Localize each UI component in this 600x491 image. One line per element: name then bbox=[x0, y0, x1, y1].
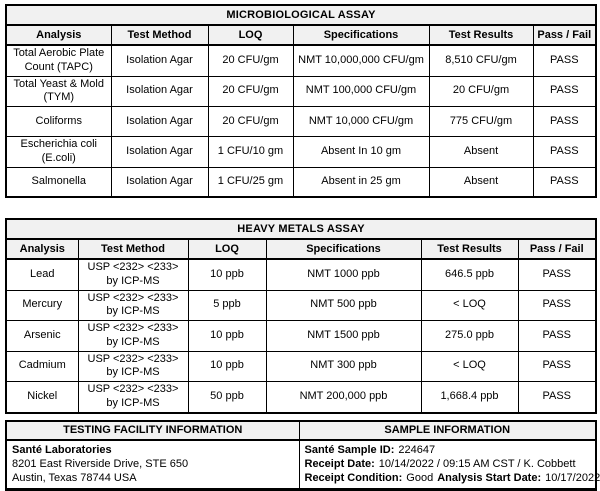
table-row bbox=[6, 76, 596, 107]
cell-specifications: NMT 10,000 CFU/gm bbox=[293, 107, 429, 137]
cell-analysis: Total Yeast & Mold (TYM) bbox=[6, 76, 111, 107]
table-title-row bbox=[6, 5, 596, 25]
cell-pass-fail: PASS bbox=[518, 351, 596, 382]
column-header-analysis: Analysis bbox=[6, 25, 111, 45]
info-header-row bbox=[6, 421, 596, 440]
cell-test-results: 20 CFU/gm bbox=[429, 76, 533, 107]
sample-info-header: SAMPLE INFORMATION bbox=[299, 421, 596, 440]
cell-test-results: 1,668.4 ppb bbox=[421, 382, 518, 413]
cell-test-method: USP <232> <233> by ICP-MS bbox=[78, 321, 188, 352]
cell-test-results: Absent bbox=[429, 137, 533, 168]
cell-specifications: NMT 300 ppb bbox=[266, 351, 421, 382]
table-title-row bbox=[6, 219, 596, 239]
facility-name: Santé Laboratories bbox=[12, 443, 112, 456]
cell-test-results: 646.5 ppb bbox=[421, 259, 518, 290]
cell-pass-fail: PASS bbox=[518, 290, 596, 321]
cell-test-results: < LOQ bbox=[421, 290, 518, 321]
cell-test-method: Isolation Agar bbox=[111, 45, 208, 76]
cell-analysis: Nickel bbox=[6, 382, 78, 413]
microbiological-assay-table bbox=[5, 4, 597, 198]
table-row bbox=[6, 137, 596, 168]
cell-test-results: Absent bbox=[429, 167, 533, 197]
cell-test-method: USP <232> <233> by ICP-MS bbox=[78, 351, 188, 382]
cell-test-results: 8,510 CFU/gm bbox=[429, 45, 533, 76]
cell-specifications: NMT 100,000 CFU/gm bbox=[293, 76, 429, 107]
cell-pass-fail: PASS bbox=[518, 321, 596, 352]
cell-test-method: USP <232> <233> by ICP-MS bbox=[78, 382, 188, 413]
receipt-date-line bbox=[305, 457, 591, 471]
table-row bbox=[6, 290, 596, 321]
cell-loq: 1 CFU/10 gm bbox=[208, 137, 293, 168]
cell-loq: 20 CFU/gm bbox=[208, 107, 293, 137]
column-header-test-results: Test Results bbox=[421, 239, 518, 259]
micro-table-title: MICROBIOLOGICAL ASSAY bbox=[6, 5, 596, 25]
cell-loq: 50 ppb bbox=[188, 382, 266, 413]
receipt-date-label: Receipt Date: bbox=[304, 457, 375, 470]
sample-id-value: 224647 bbox=[398, 443, 436, 456]
receipt-condition-value: Good bbox=[406, 471, 434, 484]
column-header-pass-fail: Pass / Fail bbox=[533, 25, 596, 45]
cell-pass-fail: PASS bbox=[533, 137, 596, 168]
cell-test-method: Isolation Agar bbox=[111, 76, 208, 107]
column-header-test-results: Test Results bbox=[429, 25, 533, 45]
cell-pass-fail: PASS bbox=[518, 259, 596, 290]
column-header-analysis: Analysis bbox=[6, 239, 78, 259]
column-header-test-method: Test Method bbox=[111, 25, 208, 45]
cell-specifications: NMT 500 ppb bbox=[266, 290, 421, 321]
cell-analysis: Total Aerobic Plate Count (TAPC) bbox=[6, 45, 111, 76]
cell-test-results: < LOQ bbox=[421, 351, 518, 382]
cell-pass-fail: PASS bbox=[533, 76, 596, 107]
table-spacer bbox=[5, 198, 595, 218]
table-row bbox=[6, 45, 596, 76]
table-row bbox=[6, 321, 596, 352]
cell-loq: 10 ppb bbox=[188, 259, 266, 290]
cell-pass-fail: PASS bbox=[533, 45, 596, 76]
cell-analysis: Mercury bbox=[6, 290, 78, 321]
table-row bbox=[6, 107, 596, 137]
facility-info-panel bbox=[6, 440, 299, 490]
heavy-metals-assay-table bbox=[5, 218, 597, 414]
cell-test-method: Isolation Agar bbox=[111, 137, 208, 168]
cell-pass-fail: PASS bbox=[533, 167, 596, 197]
cell-test-method: USP <232> <233> by ICP-MS bbox=[78, 290, 188, 321]
column-header-row bbox=[6, 25, 596, 45]
column-header-specifications: Specifications bbox=[266, 239, 421, 259]
receipt-condition-label: Receipt Condition: bbox=[304, 471, 403, 484]
cell-specifications: Absent In 10 gm bbox=[293, 137, 429, 168]
cell-loq: 1 CFU/25 gm bbox=[208, 167, 293, 197]
cell-specifications: NMT 10,000,000 CFU/gm bbox=[293, 45, 429, 76]
table-row bbox=[6, 382, 596, 413]
cell-analysis: Escherichia coli (E.coli) bbox=[6, 137, 111, 168]
analysis-start-value: 10/17/2022 bbox=[545, 471, 600, 484]
facility-sample-info-table bbox=[5, 420, 600, 491]
column-header-loq: LOQ bbox=[188, 239, 266, 259]
cell-pass-fail: PASS bbox=[533, 107, 596, 137]
info-content-row bbox=[6, 440, 596, 490]
sample-info-panel bbox=[299, 440, 600, 490]
cell-analysis: Lead bbox=[6, 259, 78, 290]
cell-pass-fail: PASS bbox=[518, 382, 596, 413]
cell-loq: 20 CFU/gm bbox=[208, 76, 293, 107]
cell-test-results: 275.0 ppb bbox=[421, 321, 518, 352]
cell-specifications: NMT 1500 ppb bbox=[266, 321, 421, 352]
facility-address-line1: 8201 East Riverside Drive, STE 650 bbox=[12, 457, 189, 470]
cell-loq: 5 ppb bbox=[188, 290, 266, 321]
metals-table-title: HEAVY METALS ASSAY bbox=[6, 219, 596, 239]
cell-analysis: Arsenic bbox=[6, 321, 78, 352]
table-row bbox=[6, 351, 596, 382]
table-row bbox=[6, 259, 596, 290]
cell-test-method: USP <232> <233> by ICP-MS bbox=[78, 259, 188, 290]
cell-loq: 10 ppb bbox=[188, 351, 266, 382]
sample-id-line bbox=[305, 443, 591, 457]
cell-test-method: Isolation Agar bbox=[111, 107, 208, 137]
table-row bbox=[6, 167, 596, 197]
sample-id-label: Santé Sample ID: bbox=[304, 443, 395, 456]
receipt-date-value: 10/14/2022 / 09:15 AM CST / K. Cobbett bbox=[378, 457, 576, 470]
cell-specifications: NMT 200,000 ppb bbox=[266, 382, 421, 413]
facility-address-line2: Austin, Texas 78744 USA bbox=[12, 471, 137, 484]
column-header-row bbox=[6, 239, 596, 259]
cell-test-method: Isolation Agar bbox=[111, 167, 208, 197]
column-header-specifications: Specifications bbox=[293, 25, 429, 45]
cell-loq: 10 ppb bbox=[188, 321, 266, 352]
cell-specifications: NMT 1000 ppb bbox=[266, 259, 421, 290]
column-header-pass-fail: Pass / Fail bbox=[518, 239, 596, 259]
analysis-start-label: Analysis Start Date: bbox=[437, 471, 542, 484]
cell-analysis: Cadmium bbox=[6, 351, 78, 382]
cell-test-results: 775 CFU/gm bbox=[429, 107, 533, 137]
cell-analysis: Salmonella bbox=[6, 167, 111, 197]
column-header-loq: LOQ bbox=[208, 25, 293, 45]
cell-analysis: Coliforms bbox=[6, 107, 111, 137]
cell-specifications: Absent in 25 gm bbox=[293, 167, 429, 197]
cell-loq: 20 CFU/gm bbox=[208, 45, 293, 76]
column-header-test-method: Test Method bbox=[78, 239, 188, 259]
facility-info-header: TESTING FACILITY INFORMATION bbox=[6, 421, 299, 440]
